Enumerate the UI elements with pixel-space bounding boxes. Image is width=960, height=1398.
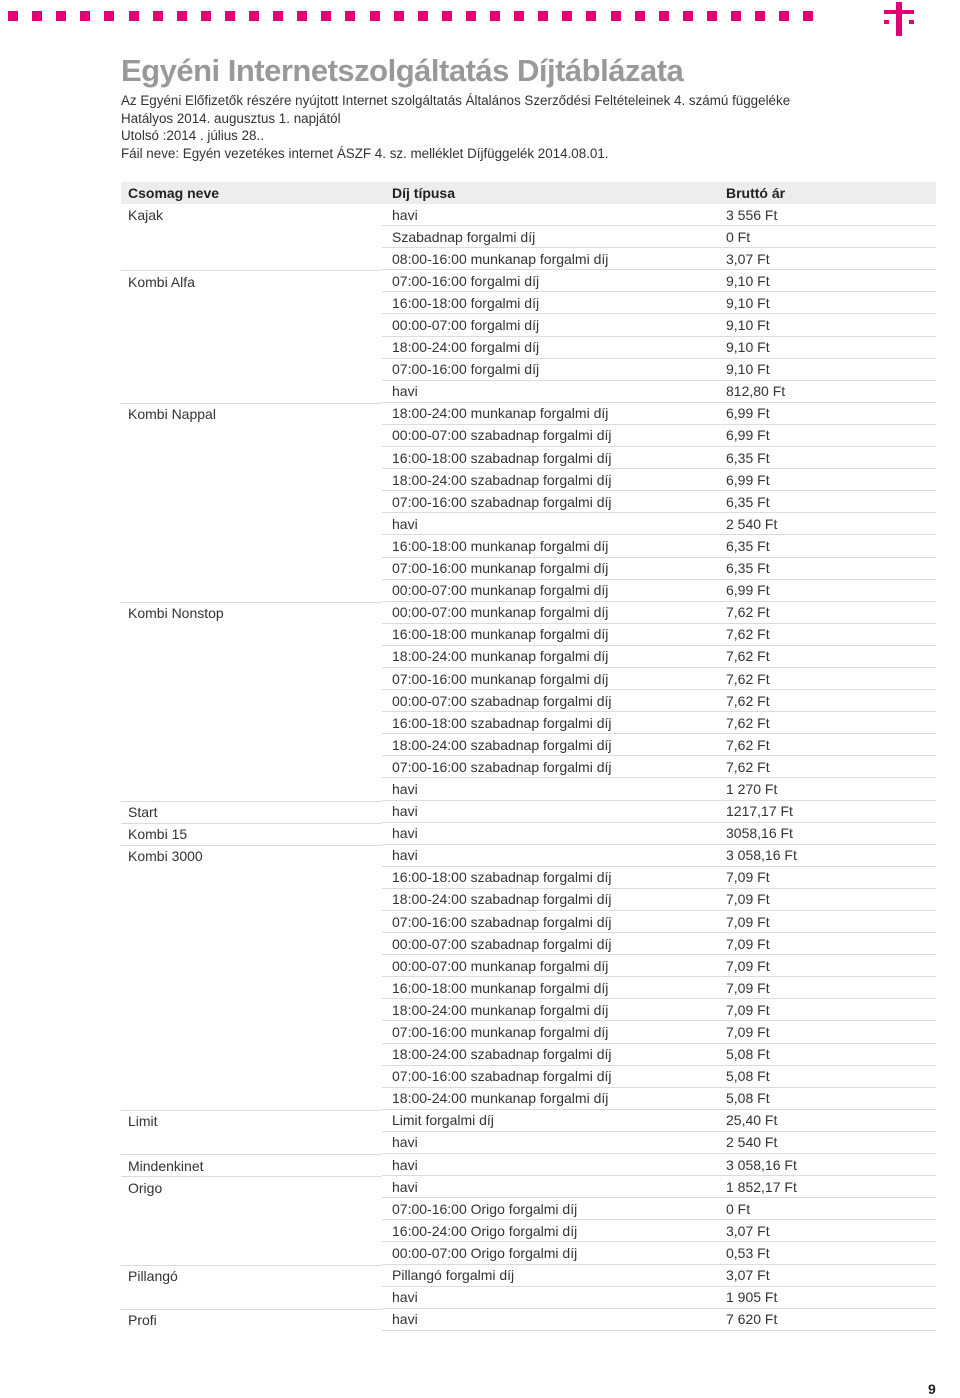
header-dot (249, 11, 259, 21)
page-title: Egyéni Internetszolgáltatás Díjtáblázata (121, 53, 684, 88)
fee-type-cell: 07:00-16:00 forgalmi díj (382, 359, 716, 381)
package-name-cell (121, 1066, 382, 1088)
gross-price-cell: 6,35 Ft (716, 447, 936, 469)
package-name-cell (121, 1220, 382, 1242)
header-dot (394, 11, 404, 21)
package-name-cell: Start (121, 801, 382, 823)
table-row (121, 1088, 936, 1110)
gross-price-cell: 7,62 Ft (716, 624, 936, 646)
package-name-cell (121, 1132, 382, 1154)
package-name-cell (121, 1044, 382, 1066)
fee-type-cell: 00:00-07:00 forgalmi díj (382, 314, 716, 336)
header-dot (297, 11, 307, 21)
package-name-cell (121, 955, 382, 977)
package-name-cell (121, 1198, 382, 1220)
page-number: 9 (928, 1381, 936, 1397)
fee-type-cell: 00:00-07:00 munkanap forgalmi díj (382, 955, 716, 977)
table-row (121, 337, 936, 359)
gross-price-cell: 3 556 Ft (716, 204, 936, 226)
header-dot (466, 11, 476, 21)
fee-type-cell: 18:00-24:00 szabadnap forgalmi díj (382, 1044, 716, 1066)
package-name-cell (121, 646, 382, 668)
table-row (121, 359, 936, 381)
fee-type-cell: 18:00-24:00 szabadnap forgalmi díj (382, 889, 716, 911)
table-row (121, 292, 936, 314)
package-name-cell (121, 999, 382, 1021)
gross-price-cell: 6,99 Ft (716, 469, 936, 491)
gross-price-cell: 6,99 Ft (716, 425, 936, 447)
table-row (121, 977, 936, 999)
header-dot (177, 11, 187, 21)
gross-price-cell: 812,80 Ft (716, 381, 936, 403)
gross-price-cell: 6,35 Ft (716, 558, 936, 580)
gross-price-cell: 6,35 Ft (716, 491, 936, 513)
fee-type-cell: 07:00-16:00 munkanap forgalmi díj (382, 1021, 716, 1043)
header-dot (201, 11, 211, 21)
gross-price-cell: 2 540 Ft (716, 513, 936, 535)
table-row (121, 1066, 936, 1088)
gross-price-cell: 7,09 Ft (716, 1021, 936, 1043)
table-row (121, 801, 936, 823)
fee-type-cell: havi (382, 1132, 716, 1154)
table-row (121, 1287, 936, 1309)
fee-type-cell: 16:00-18:00 szabadnap forgalmi díj (382, 712, 716, 734)
table-row (121, 845, 936, 867)
header-dot (755, 11, 765, 21)
last-modified: Utolsó :2014 . július 28.. (121, 128, 264, 144)
package-name-cell (121, 1287, 382, 1309)
fee-type-cell: 07:00-16:00 szabadnap forgalmi díj (382, 756, 716, 778)
package-name-cell (121, 1021, 382, 1043)
package-name-cell (121, 513, 382, 535)
package-name-cell (121, 668, 382, 690)
gross-price-cell: 7,09 Ft (716, 977, 936, 999)
fee-type-cell: 07:00-16:00 munkanap forgalmi díj (382, 558, 716, 580)
header-dot (225, 11, 235, 21)
table-row (121, 712, 936, 734)
fee-type-cell: 00:00-07:00 munkanap forgalmi díj (382, 602, 716, 624)
header-dot (80, 11, 90, 21)
table-row (121, 403, 936, 425)
table-row (121, 469, 936, 491)
gross-price-cell: 5,08 Ft (716, 1044, 936, 1066)
package-name-cell (121, 624, 382, 646)
table-row (121, 425, 936, 447)
package-name-cell (121, 712, 382, 734)
package-name-cell (121, 491, 382, 513)
table-row (121, 580, 936, 602)
gross-price-cell: 3,07 Ft (716, 1220, 936, 1242)
fee-type-cell: Szabadnap forgalmi díj (382, 226, 716, 248)
gross-price-cell: 1 905 Ft (716, 1287, 936, 1309)
gross-price-cell: 1 270 Ft (716, 778, 936, 800)
fee-type-cell: 18:00-24:00 munkanap forgalmi díj (382, 646, 716, 668)
fee-type-cell: 07:00-16:00 szabadnap forgalmi díj (382, 1066, 716, 1088)
package-name-cell (121, 977, 382, 999)
table-row (121, 491, 936, 513)
fee-type-cell: 00:00-07:00 szabadnap forgalmi díj (382, 933, 716, 955)
table-row (121, 535, 936, 557)
package-name-cell: Kombi Alfa (121, 270, 382, 292)
package-name-cell (121, 1242, 382, 1264)
gross-price-cell: 0 Ft (716, 1198, 936, 1220)
gross-price-cell: 3 058,16 Ft (716, 1154, 936, 1176)
package-name-cell: Kajak (128, 207, 164, 224)
table-row (121, 314, 936, 336)
fee-type-cell: 16:00-18:00 munkanap forgalmi díj (382, 535, 716, 557)
package-name-cell (121, 359, 382, 381)
package-name-cell (121, 447, 382, 469)
package-name-cell (121, 734, 382, 756)
table-row (121, 1176, 936, 1198)
gross-price-cell: 7,09 Ft (716, 999, 936, 1021)
gross-price-cell: 9,10 Ft (716, 292, 936, 314)
package-name-cell: Pillangó (121, 1265, 382, 1287)
gross-price-cell: 5,08 Ft (716, 1066, 936, 1088)
fee-type-cell: 18:00-24:00 munkanap forgalmi díj (382, 403, 716, 425)
fee-type-cell: 16:00-18:00 szabadnap forgalmi díj (382, 447, 716, 469)
header-dot (370, 11, 380, 21)
header-dot (731, 11, 741, 21)
table-row (121, 558, 936, 580)
table-row (121, 624, 936, 646)
gross-price-cell: 7,62 Ft (716, 668, 936, 690)
fee-type-cell: 18:00-24:00 forgalmi díj (382, 337, 716, 359)
fee-type-cell: havi (382, 845, 716, 867)
package-name-cell (121, 889, 382, 911)
gross-price-cell: 6,99 Ft (716, 403, 936, 425)
gross-price-cell: 9,10 Ft (716, 270, 936, 292)
package-name-cell (121, 226, 382, 248)
fee-type-cell: 18:00-24:00 munkanap forgalmi díj (382, 1088, 716, 1110)
fee-type-cell: havi (382, 204, 716, 226)
header-dot (562, 11, 572, 21)
table-row (121, 756, 936, 778)
table-row (121, 1242, 936, 1264)
gross-price-cell: 9,10 Ft (716, 359, 936, 381)
gross-price-cell: 7,62 Ft (716, 602, 936, 624)
package-name-cell (121, 933, 382, 955)
column-header-fee-type: Díj típusa (392, 185, 456, 201)
table-row (121, 646, 936, 668)
fee-type-cell: 18:00-24:00 munkanap forgalmi díj (382, 999, 716, 1021)
fee-type-cell: 00:00-07:00 szabadnap forgalmi díj (382, 690, 716, 712)
fee-type-cell: 18:00-24:00 szabadnap forgalmi díj (382, 469, 716, 491)
gross-price-cell: 9,10 Ft (716, 314, 936, 336)
table-row (121, 889, 936, 911)
gross-price-cell: 5,08 Ft (716, 1088, 936, 1110)
fee-type-cell: havi (382, 823, 716, 845)
fee-type-cell: havi (382, 381, 716, 403)
table-row (121, 668, 936, 690)
fee-type-cell: havi (382, 513, 716, 535)
gross-price-cell: 25,40 Ft (716, 1110, 936, 1132)
appendix-description: Az Egyéni Előfizetők részére nyújtott Internet szolgáltatás Általános Szerződési Feltételeinek 4. számú függeléke (121, 93, 791, 108)
table-body (121, 204, 936, 1331)
fee-type-cell: 18:00-24:00 szabadnap forgalmi díj (382, 734, 716, 756)
table-row (121, 867, 936, 889)
table-row (121, 933, 936, 955)
gross-price-cell: 7,62 Ft (716, 712, 936, 734)
fee-type-cell: havi (382, 801, 716, 823)
package-name-cell: Kombi Nappal (121, 403, 382, 425)
table-row (121, 226, 936, 248)
fee-type-cell: 08:00-16:00 munkanap forgalmi díj (382, 248, 716, 270)
gross-price-cell: 7,09 Ft (716, 911, 936, 933)
table-row (121, 690, 936, 712)
table-row (121, 1044, 936, 1066)
table-row (121, 1220, 936, 1242)
header-dot (586, 11, 596, 21)
package-name-cell (121, 1088, 382, 1110)
header-dot (538, 11, 548, 21)
table-row (121, 513, 936, 535)
fee-type-cell: 16:00-18:00 munkanap forgalmi díj (382, 624, 716, 646)
package-name-cell (121, 580, 382, 602)
effective-date: Hatályos 2014. augusztus 1. napjától (121, 110, 341, 126)
fee-type-cell: 16:00-18:00 munkanap forgalmi díj (382, 977, 716, 999)
gross-price-cell: 7,62 Ft (716, 646, 936, 668)
table-row (121, 447, 936, 469)
fee-type-cell: 16:00-18:00 szabadnap forgalmi díj (382, 867, 716, 889)
header-dot (442, 11, 452, 21)
gross-price-cell: 0,53 Ft (716, 1242, 936, 1264)
table-row (121, 778, 936, 800)
fee-type-cell: 16:00-18:00 forgalmi díj (382, 292, 716, 314)
header-dot (345, 11, 355, 21)
package-name-cell (121, 337, 382, 359)
package-name-cell (121, 314, 382, 336)
fee-type-cell: Limit forgalmi díj (382, 1110, 716, 1132)
header-dot (273, 11, 283, 21)
package-name-cell (121, 469, 382, 491)
gross-price-cell: 7,09 Ft (716, 867, 936, 889)
table-header-row (121, 182, 936, 204)
package-name-cell (121, 248, 382, 270)
fee-type-cell: 07:00-16:00 forgalmi díj (382, 270, 716, 292)
header-dot (32, 11, 42, 21)
column-header-gross-price: Bruttó ár (726, 185, 786, 201)
gross-price-cell: 6,35 Ft (716, 535, 936, 557)
header-dot (683, 11, 693, 21)
fee-type-cell: 07:00-16:00 munkanap forgalmi díj (382, 668, 716, 690)
package-name-cell: Kombi 15 (121, 823, 382, 845)
table-row (121, 1132, 936, 1154)
header-dot (635, 11, 645, 21)
package-name-cell (121, 425, 382, 447)
table-row (121, 734, 936, 756)
table-row (121, 1309, 936, 1331)
header-dot (611, 11, 621, 21)
header-dot (707, 11, 717, 21)
gross-price-cell: 3,07 Ft (716, 1265, 936, 1287)
table-row (121, 1021, 936, 1043)
package-name-cell (121, 867, 382, 889)
gross-price-cell: 0 Ft (716, 226, 936, 248)
header-dot (56, 11, 66, 21)
table-row (121, 270, 936, 292)
header-dot (418, 11, 428, 21)
gross-price-cell: 2 540 Ft (716, 1132, 936, 1154)
package-name-cell (121, 292, 382, 314)
fee-table (121, 182, 936, 1331)
gross-price-cell: 7,09 Ft (716, 889, 936, 911)
column-header-package: Csomag neve (128, 185, 220, 201)
table-row (121, 911, 936, 933)
gross-price-cell: 6,99 Ft (716, 580, 936, 602)
table-row (121, 602, 936, 624)
header-dot (490, 11, 500, 21)
table-row (121, 1265, 936, 1287)
header-dot (321, 11, 331, 21)
header-dot (129, 11, 139, 21)
header-dot (8, 11, 18, 21)
table-row (121, 248, 936, 270)
table-row (121, 204, 936, 226)
package-name-cell: Mindenkinet (121, 1154, 382, 1176)
fee-type-cell: Pillangó forgalmi díj (382, 1265, 716, 1287)
gross-price-cell: 3,07 Ft (716, 248, 936, 270)
gross-price-cell: 1 852,17 Ft (716, 1176, 936, 1198)
header-dot-strip (0, 11, 960, 23)
table-row (121, 1154, 936, 1176)
gross-price-cell: 7,09 Ft (716, 955, 936, 977)
fee-type-cell: havi (382, 1176, 716, 1198)
header-dot (514, 11, 524, 21)
package-name-cell (121, 381, 382, 403)
gross-price-cell: 3058,16 Ft (716, 823, 936, 845)
table-row (121, 955, 936, 977)
header-dot (803, 11, 813, 21)
gross-price-cell: 9,10 Ft (716, 337, 936, 359)
table-row (121, 1198, 936, 1220)
fee-type-cell: havi (382, 1309, 716, 1331)
package-name-cell (121, 756, 382, 778)
fee-type-cell: 16:00-24:00 Origo forgalmi díj (382, 1220, 716, 1242)
table-row (121, 381, 936, 403)
gross-price-cell: 7 620 Ft (716, 1309, 936, 1331)
fee-type-cell: 00:00-07:00 szabadnap forgalmi díj (382, 425, 716, 447)
package-name-cell: Kombi Nonstop (121, 602, 382, 624)
file-name: Fáil neve: Egyén vezetékes internet ÁSZF 4. sz. melléklet Díjfüggelék 2014.08.01. (121, 145, 609, 161)
package-name-cell (121, 535, 382, 557)
gross-price-cell: 1217,17 Ft (716, 801, 936, 823)
fee-type-cell: havi (382, 778, 716, 800)
package-name-cell (121, 690, 382, 712)
table-row (121, 1110, 936, 1132)
package-name-cell (121, 778, 382, 800)
fee-type-cell: 07:00-16:00 Origo forgalmi díj (382, 1198, 716, 1220)
document-header (121, 50, 901, 162)
gross-price-cell: 7,62 Ft (716, 734, 936, 756)
telekom-t-logo-icon (884, 2, 914, 36)
package-name-cell: Profi (121, 1309, 382, 1331)
fee-type-cell: havi (382, 1287, 716, 1309)
gross-price-cell: 7,09 Ft (716, 933, 936, 955)
fee-type-cell: 07:00-16:00 szabadnap forgalmi díj (382, 911, 716, 933)
fee-type-cell: havi (382, 1154, 716, 1176)
header-dot (104, 11, 114, 21)
package-name-cell: Limit (121, 1110, 382, 1132)
package-name-cell: Kombi 3000 (121, 845, 382, 867)
header-dot (779, 11, 789, 21)
table-row (121, 999, 936, 1021)
header-dot (153, 11, 163, 21)
fee-type-cell: 00:00-07:00 munkanap forgalmi díj (382, 580, 716, 602)
gross-price-cell: 3 058,16 Ft (716, 845, 936, 867)
package-name-cell (121, 911, 382, 933)
package-name-cell (121, 558, 382, 580)
package-name-cell: Origo (121, 1176, 382, 1198)
header-dot (659, 11, 669, 21)
fee-type-cell: 00:00-07:00 Origo forgalmi díj (382, 1242, 716, 1264)
table-row (121, 823, 936, 845)
gross-price-cell: 7,62 Ft (716, 690, 936, 712)
fee-type-cell: 07:00-16:00 szabadnap forgalmi díj (382, 491, 716, 513)
gross-price-cell: 7,62 Ft (716, 756, 936, 778)
